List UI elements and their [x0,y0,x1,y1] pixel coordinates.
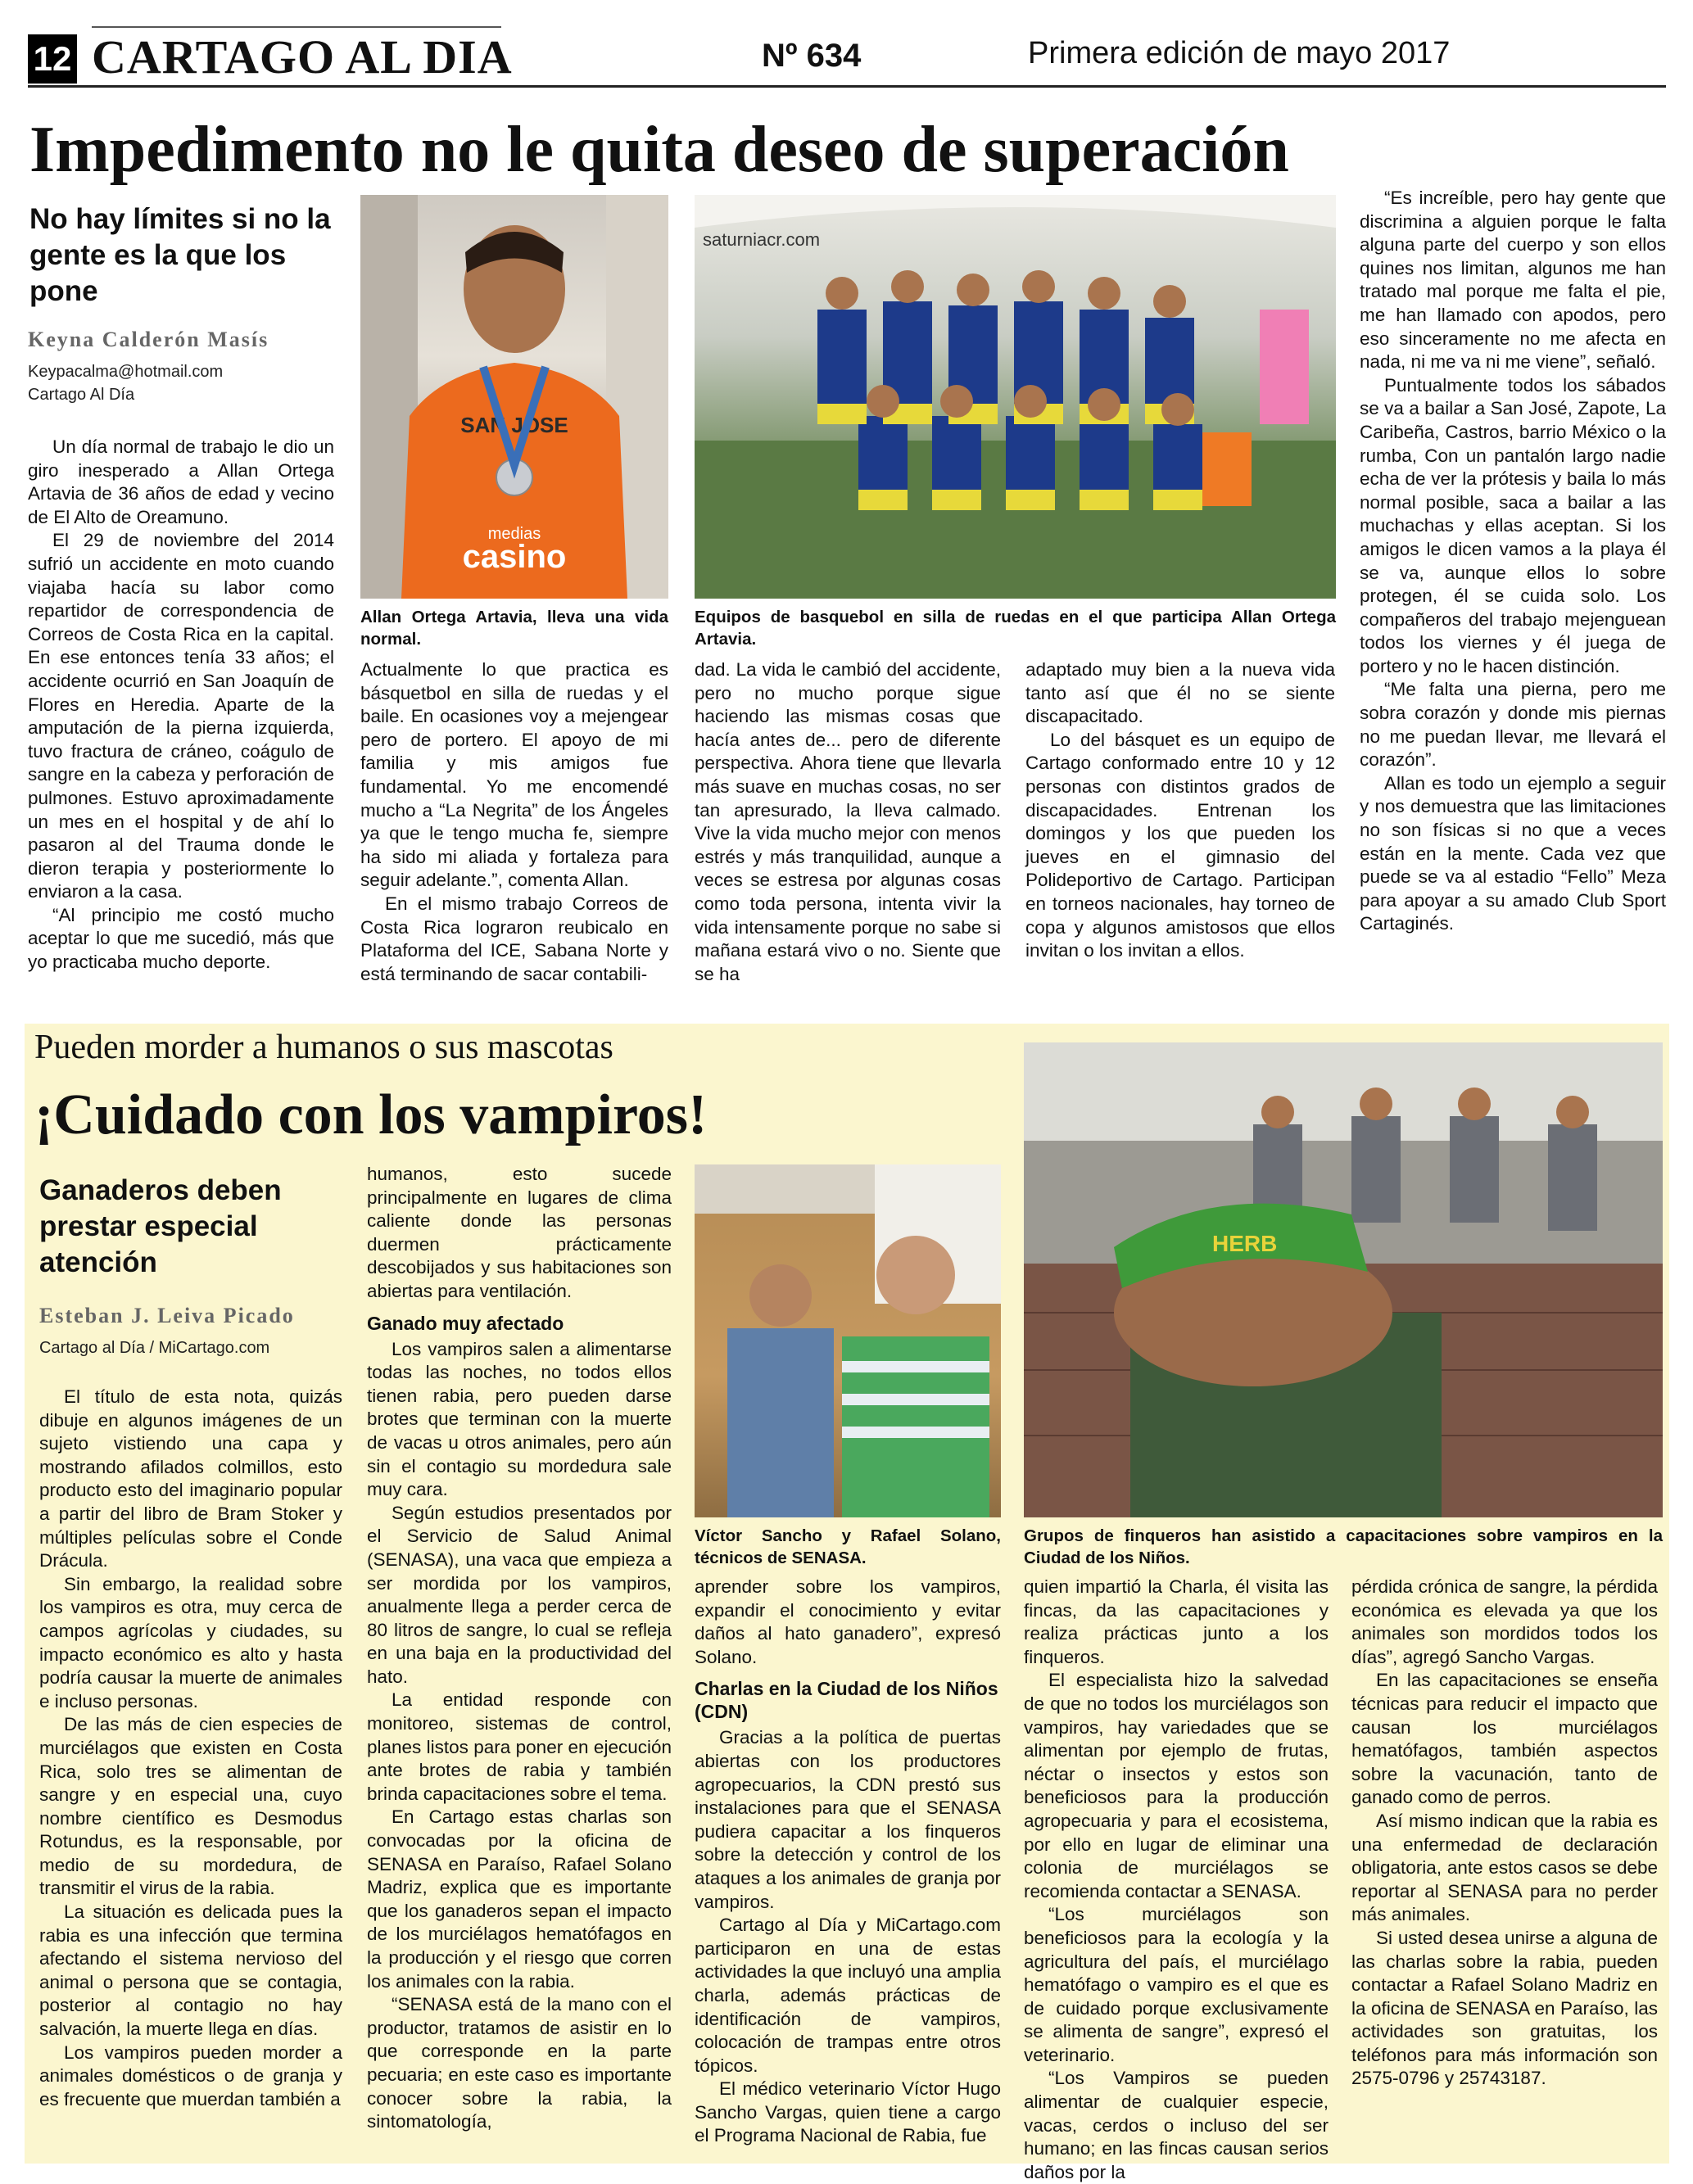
paragraph: El 29 de noviembre del 2014 sufrió un accidente en moto cuando viajaba hacía su labor como repartidor de correspondencia de Correos de Costa Rica en la capital. En ese entonces tenía 33 años; el accidente ocurrió en San Joaquín de Flores en Heredia. Aparte de la amputación de la pierna izquierda, tuvo fractura de cráneo, coágulo de sangre en la cabeza y perforación de pulmones. Estuvo aproximadamente un mes en el hospital y de ahí lo pasaron al del Trauma donde le dieron terapia y posteriormente lo enviaron a la casa. [28,530,334,902]
photo-caption: Equipos de basquebol en silla de ruedas en el que participa Allan Ortega Artavia. [695,608,1336,649]
paragraph: Así mismo indican que la rabia es una enfermedad de declaración obligatoria, ante estos casos se debe reportar al SENASA para no perder más animales. [1351,1810,1658,1925]
paragraph: Gracias a la política de puertas abiertas con los productores agropecuarios, la CDN prestó sus instalaciones para que el SENASA pudiera capacitar a los finqueros sobre la detección y control de los ataques a los animales de granja por vampiros. [695,1727,1001,1912]
author-name: Esteban J. Leiva Picado [39,1304,295,1327]
paragraph: Lo del básquet es un equipo de Cartago conformado entre 10 y 12 personas con distintos grados de discapacidades. Entrenan los domingos y los que pueden los jueves en el gimnasio del Polideportivo de Cartago. Participan en torneos nacionales, hay torneo de copa y algunos amistosos que ellos invitan o los invitan a ellos. [1025,729,1335,961]
shirt-text: SAN JOSE [460,413,568,437]
paragraph: “Los murciélagos son beneficiosos para la ecología y la agricultura del país, el murciélago hematófago o vampiro es el que es de cuidado porque exclusivamente se alimenta de sangre”, expresó el veterinario. [1024,1904,1329,2065]
paragraph: pérdida crónica de sangre, la pérdida económica es elevada ya que los animales son mordidos todos los días”, agregó Sancho Vargas. [1351,1576,1658,1667]
banner-text: saturniacr.com [703,229,821,250]
paragraph: dad. La vida le cambió del accidente, pero no mucho porque sigue haciendo las mismas cosas que hacía antes de... pero de diferente perspectiva. Ahora tiene que llevarla más suave en muchas cosas, no ser tan apresurado, la lleva calmado. Vive la vida mucho mejor con menos estrés y más tranquilidad, aunque a veces se estresa por algunas cosas como toda persona, intenta vivir la vida intensamente porque no sabe si mañana estará vivo o no. Siente que se ha [695,659,1001,984]
article1-column-5 [1360,187,1666,936]
photo-caption: Víctor Sancho y Rafael Solano, técnicos de SENASA. [695,1526,1001,1567]
paragraph: “Los Vampiros se pueden alimentar de cualquier especie, vacas, cerdos o incluso del ser humano; en las fincas causan serios daños por la [1024,2068,1329,2182]
article-subheadline: Ganaderos deben prestar especial atención [39,1174,282,1278]
paragraph: El especialista hizo la salvedad de que no todos los murciélagos son vampiros, hay variedades que se alimentan por ejemplo de frutas, néctar o insectos y estos son beneficiosos para la producción agropecuaria y para el ecosistema, por ello en lugar de eliminar una colonia de murciélagos se recomienda contactar a SENASA. [1024,1670,1329,1901]
photo-allan-ortega [360,195,668,599]
article-headline: Impedimento no le quita deseo de superación [29,114,1289,186]
photo-caption: Grupos de finqueros han asistido a capacitaciones sobre vampiros en la Ciudad de los Niños. [1024,1526,1663,1567]
photo-wheelchair-basketball-team [695,195,1336,599]
paragraph: quien impartió la Charla, él visita las fincas, da las capacitaciones y realiza prácticas junto a los finqueros. [1024,1576,1329,1667]
paragraph: “Me falta una pierna, pero me sobra corazón y donde mis piernas no me puedan llevar, me llevará el corazón”. [1360,679,1666,771]
paragraph: Cartago al Día y MiCartago.com participaron en una de estas actividades la que incluyó una amplia charla, además prácticas de identificación de vampiros, colocación de trampas entre otros tópicos. [695,1915,1001,2076]
page-number: 12 [28,34,77,84]
section-heading: Charlas en la Ciudad de los Niños (CDN) [695,1678,998,1723]
author-email: Keypacalma@hotmail.com [28,363,224,381]
paragraph: Si usted desea unirse a alguna de las charlas sobre la rabia, pueden contactar a Rafael Solano Madriz en la oficina de SENASA en Paraíso, las actividades son gratuitas, los teléfonos para más información son 2575-0796 y 25743187. [1351,1927,1658,2089]
article2-column-3 [695,1576,1001,2148]
article2-column-4 [1024,1576,1329,2184]
paragraph: Sin embargo, la realidad sobre los vampiros es otra, muy cerca de campos agrícolas y ciudades, su impacto económico es alto y hasta podría causar la muerte de animales e incluso personas. [39,1573,342,1711]
paragraph: La situación es delicada pues la rabia es una infección que termina afectando el sistema nervioso del animal o persona que se contagia, posterior al contagio no hay salvación, la muerte llega en días. [39,1901,342,2040]
paragraph: aprender sobre los vampiros, expandir el conocimiento y evitar daños al hato ganadero”, expresó Solano. [695,1576,1001,1667]
section-heading: Ganado muy afectado [367,1312,564,1334]
paragraph: El título de esta nota, quizás dibuje en algunos imágenes de un sujeto vistiendo una capa y mostrando afilados colmillos, esto producto esto del imaginario popular a partir del libro de Bram Stoker y múltiples películas sobre el Conde Drácula. [39,1386,342,1571]
photo-senasa-technicians [695,1164,1001,1517]
paragraph: “Al principio me costó mucho aceptar lo que me sucedió, más que yo practicaba mucho deporte. [28,904,334,973]
article1-column-4 [1025,658,1335,963]
article2-column-1 [39,1386,342,2111]
shirt-sponsor: casino [462,539,567,575]
paragraph: Actualmente lo que practica es básquetbol en silla de ruedas y el baile. En ocasiones voy a mejengear pero de portero. El apoyo de mi familia y mis amigos fue fundamental. Yo me encomendé mucho a “La Negrita” de los Ángeles ya que le tengo mucha fe, siempre ha sido mi aliada y fortaleza para seguir adelante.”, comenta Allan. [360,659,668,891]
masthead-rule [92,26,501,28]
paragraph: “Es increíble, pero hay gente que discrimina a alguien porque le falta alguna parte del cuerpo y son ellos quines nos limitan, algunos me han tratado mal porque me falta el pie, me han llamado con apodos, pero eso sinceramente no me afecta en nada, ni me va ni me viene”, señaló. [1360,188,1666,373]
shirt-sponsor-small: medias [487,525,541,543]
paragraph: De las más de cien especies de murciélagos que existen en Costa Rica, solo tres se alimentan de sangre y en especial una, cuyo nombre científico es Desmodus Rotundus, es la responsable, por medio de su mordedura, de transmitir el virus de la rabia. [39,1714,342,1899]
article-headline: ¡Cuidado con los vampiros! [34,1083,708,1146]
photo-caption: Allan Ortega Artavia, lleva una vida normal. [360,608,668,649]
paragraph: “SENASA está de la mano con el productor, tratamos de asistir en lo que corresponde en la parte pecuaria; en este caso es importante conocer sobre la rabia, la sintomatología, [367,1994,672,2132]
photo-farmers-group [1024,1042,1663,1517]
paragraph: En Cartago estas charlas son convocadas por la oficina de SENASA en Paraíso, Rafael Solano Madriz, explica que es importante que los ganaderos sepan el impacto de los murciélagos hematófagos en la producción y el riesgo que corren los animales con la rabia. [367,1806,672,1992]
author-name: Keyna Calderón Masís [28,328,269,351]
header-divider [28,85,1666,88]
issue-number: Nº 634 [762,38,862,74]
article-kicker: Pueden morder a humanos o sus mascotas [34,1029,613,1066]
paragraph: adaptado muy bien a la nueva vida tanto así que él no se siente discapacitado. [1025,659,1335,727]
paragraph: Allan es todo un ejemplo a seguir y nos demuestra que las limitaciones no son físicas si no que a veces están en la mente. Cada vez que puede se va al estadio “Fello” Meza para apoyar a su amado Club Sport Cartaginés. [1360,772,1666,934]
edition-date: Primera edición de mayo 2017 [1028,36,1451,70]
article2-column-2 [367,1163,672,2134]
paragraph: En el mismo trabajo Correos de Costa Rica lograron reubicalo en Plataforma del ICE, Sabana Norte y está terminando de sacar contabili- [360,893,668,984]
paragraph: Un día normal de trabajo le dio un giro inesperado a Allan Ortega Artavia de 36 años de edad y vecino de El Alto de Oreamuno. [28,436,334,527]
article2-column-5 [1351,1576,1658,2091]
paragraph: Los vampiros salen a alimentarse todas las noches, no todos ellos tienen rabia, pero pueden darse brotes que terminan con la muerte de vacas u otros animales, pero aún sin el contagio su mordedura sale muy cara. [367,1338,672,1500]
article1-column-3 [695,658,1001,986]
paragraph: Puntualmente todos los sábados se va a bailar a San José, Zapote, La Caribeña, Castros, barrio México o la rumba, Con un pantalón largo nadie echa de ver la prótesis y baila lo más normal posible, saca a bailar a las muchachas y ellas aceptan. Si los amigos le dicen vamos a la playa él se va, aunque ellos lo sobre protegen, él se cuida solo. Los compañeros del trabajo mejenguean todos los viernes y él juega de portero y no le hacen distinción. [1360,374,1666,676]
author-outlet: Cartago al Día / MiCartago.com [39,1339,270,1357]
paragraph: En las capacitaciones se enseña técnicas para reducir el impacto que causan los murciélagos hematófagos, también aspectos sobre la vacunación, tanto de ganado como de perros. [1351,1670,1658,1808]
paragraph: Según estudios presentados por el Servicio de Salud Animal (SENASA), una vaca que empieza a ser mordida por los vampiros, anualmente llega a perder cerca de 80 litros de sangre, lo cual se refleja en una baja en la productividad del hato. [367,1502,672,1687]
author-outlet: Cartago Al Día [28,386,135,404]
paragraph: humanos, esto sucede principalmente en lugares de clima caliente donde las personas duermen prácticamente descobijados y sus habitaciones son abiertas para ventilación. [367,1164,672,1301]
cap-text: HERB [1212,1231,1278,1256]
article1-column-2 [360,658,668,986]
paragraph: Los vampiros pueden morder a animales domésticos o de granja y es frecuente que muerdan también a [39,2042,342,2109]
article1-column-1 [28,436,334,974]
article-subheadline: No hay límites si no la gente es la que los pone [29,203,331,307]
paragraph: El médico veterinario Víctor Hugo Sancho Vargas, quien tiene a cargo el Programa Nacional de Rabia, fue [695,2078,1001,2146]
masthead-logo: CARTAGO AL DIA [92,30,513,84]
paragraph: La entidad responde con monitoreo, sistemas de control, planes listos para poner en ejecución ante brotes de rabia y también brinda capacitaciones sobre el tema. [367,1689,672,1804]
